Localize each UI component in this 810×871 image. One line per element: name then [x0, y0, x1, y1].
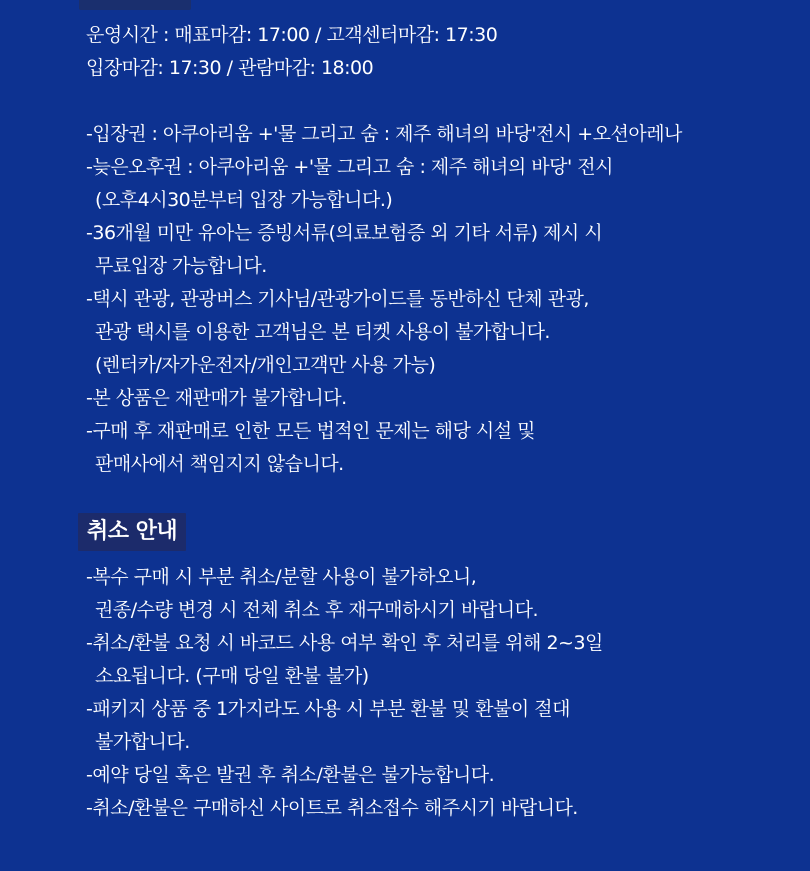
- cancel-line: -패키지 상품 중 1가지라도 사용 시 부분 환불 및 환불이 절대: [86, 698, 570, 720]
- cancel-line: -취소/환불은 구매하신 사이트로 취소접수 해주시기 바랍니다.: [86, 797, 578, 819]
- cancel-line: 소요됩니다. (구매 당일 환불 불가): [95, 665, 369, 687]
- section-tag-partial: [79, 0, 191, 10]
- note-line: 관광 택시를 이용한 고객님은 본 티켓 사용이 불가합니다.: [95, 321, 550, 343]
- cancel-line: 권종/수량 변경 시 전체 취소 후 재구매하시기 바랍니다.: [95, 599, 539, 621]
- cancel-line: -예약 당일 혹은 발권 후 취소/환불은 불가능합니다.: [86, 764, 495, 786]
- note-line: 판매사에서 책임지지 않습니다.: [95, 453, 344, 475]
- note-line: (오후4시30분부터 입장 가능합니다.): [95, 189, 393, 211]
- operating-hours-line: 운영시간 : 매표마감: 17:00 / 고객센터마감: 17:30: [86, 24, 498, 46]
- note-line: -택시 관광, 관광버스 기사님/관광가이드를 동반하신 단체 관광,: [86, 288, 589, 310]
- cancel-line: 불가합니다.: [95, 731, 190, 753]
- closing-hours-line: 입장마감: 17:30 / 관람마감: 18:00: [86, 57, 374, 79]
- note-line: -늦은오후권 : 아쿠아리움 +'물 그리고 숨 : 제주 해녀의 바당' 전시: [86, 156, 613, 178]
- cancel-heading: 취소 안내: [78, 513, 186, 551]
- note-line: 무료입장 가능합니다.: [95, 255, 267, 277]
- note-line: -입장권 : 아쿠아리움 +'물 그리고 숨 : 제주 해녀의 바당'전시 +오션아레나: [86, 123, 682, 145]
- info-section: [86, 19, 786, 481]
- note-line: (렌터카/자가운전자/개인고객만 사용 가능): [95, 354, 436, 376]
- cancel-line: -복수 구매 시 부분 취소/분할 사용이 불가하오니,: [86, 566, 477, 588]
- note-line: -구매 후 재판매로 인한 모든 법적인 문제는 해당 시설 및: [86, 420, 536, 442]
- cancel-section: [86, 561, 786, 825]
- cancel-line: -취소/환불 요청 시 바코드 사용 여부 확인 후 처리를 위해 2~3일: [86, 632, 603, 654]
- note-line: -본 상품은 재판매가 불가합니다.: [86, 387, 347, 409]
- spacer: [86, 85, 786, 118]
- note-line: -36개월 미만 유아는 증빙서류(의료보험증 외 기타 서류) 제시 시: [86, 222, 603, 244]
